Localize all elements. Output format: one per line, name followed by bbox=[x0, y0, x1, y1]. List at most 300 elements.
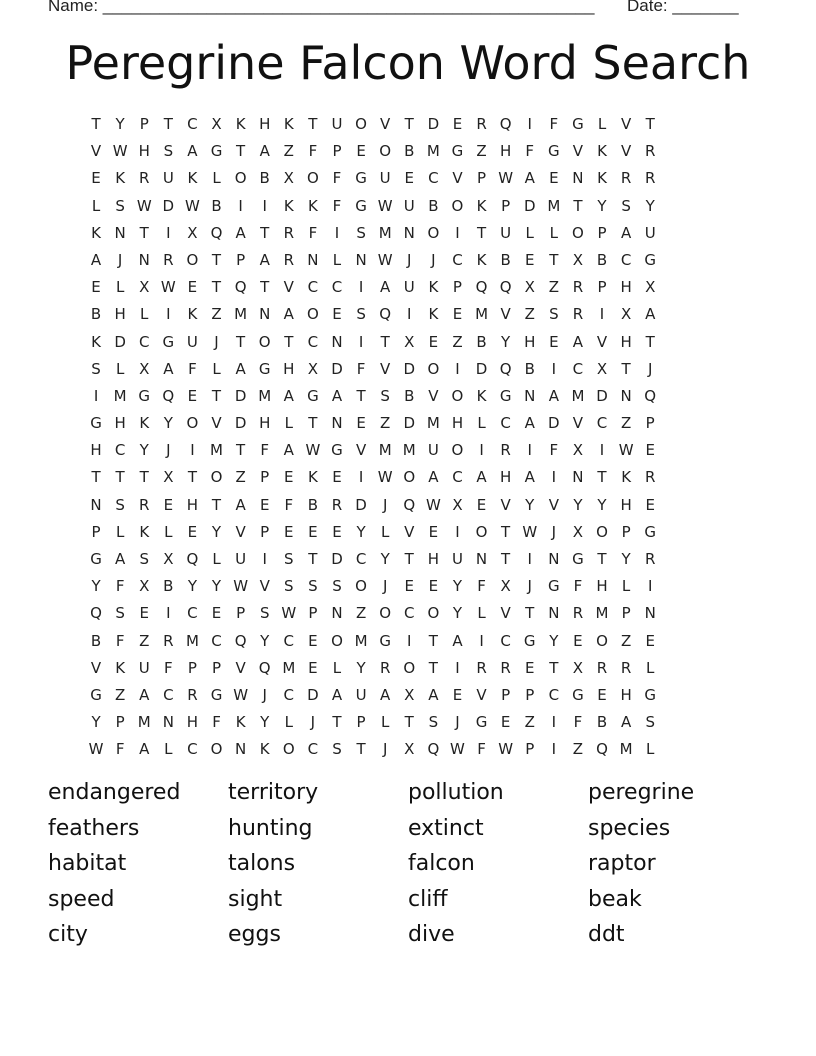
grid-letter[interactable]: F bbox=[115, 577, 125, 596]
grid-letter[interactable]: Y bbox=[91, 713, 101, 732]
grid-letter[interactable]: L bbox=[164, 522, 173, 541]
grid-letter[interactable]: K bbox=[91, 332, 101, 351]
grid-letter[interactable]: M bbox=[426, 414, 440, 433]
grid-letter[interactable]: A bbox=[90, 250, 102, 269]
grid-letter[interactable]: V bbox=[283, 278, 294, 297]
grid-letter[interactable]: S bbox=[428, 713, 439, 732]
grid-letter[interactable]: I bbox=[407, 631, 412, 650]
grid-letter[interactable]: M bbox=[185, 631, 199, 650]
grid-letter[interactable]: T bbox=[211, 250, 222, 269]
grid-letter[interactable]: S bbox=[284, 577, 294, 596]
grid-letter[interactable]: O bbox=[258, 332, 271, 351]
grid-letter[interactable]: T bbox=[356, 740, 366, 759]
grid-letter[interactable]: S bbox=[645, 713, 655, 732]
grid-letter[interactable]: C bbox=[283, 685, 295, 704]
grid-letter[interactable]: S bbox=[621, 196, 631, 215]
grid-letter[interactable]: T bbox=[236, 142, 246, 161]
grid-letter[interactable]: A bbox=[235, 223, 246, 242]
grid-letter[interactable]: U bbox=[451, 550, 463, 568]
grid-letter[interactable]: F bbox=[477, 740, 486, 759]
grid-letter[interactable]: T bbox=[211, 386, 222, 405]
grid-letter[interactable]: O bbox=[427, 223, 440, 242]
grid-letter[interactable]: A bbox=[331, 386, 343, 405]
grid-letter[interactable]: S bbox=[115, 604, 125, 623]
grid-letter[interactable]: E bbox=[284, 468, 294, 487]
grid-letter[interactable]: N bbox=[644, 604, 656, 623]
grid-letter[interactable]: N bbox=[548, 550, 560, 568]
grid-letter[interactable]: Z bbox=[452, 332, 463, 351]
grid-letter[interactable]: J bbox=[166, 441, 171, 460]
grid-letter[interactable]: C bbox=[404, 604, 415, 623]
grid-letter[interactable]: I bbox=[647, 577, 653, 596]
grid-letter[interactable]: T bbox=[91, 468, 101, 487]
grid-letter[interactable]: A bbox=[524, 468, 535, 487]
grid-letter[interactable]: C bbox=[187, 604, 198, 623]
grid-letter[interactable]: W bbox=[281, 604, 297, 623]
grid-letter[interactable]: K bbox=[428, 278, 439, 297]
grid-letter[interactable]: L bbox=[115, 359, 125, 378]
grid-letter[interactable]: G bbox=[379, 631, 391, 650]
grid-letter[interactable]: T bbox=[260, 223, 270, 242]
grid-letter[interactable]: P bbox=[597, 223, 607, 242]
grid-letter[interactable]: O bbox=[282, 740, 295, 759]
grid-letter[interactable]: X bbox=[572, 522, 584, 541]
grid-letter[interactable]: E bbox=[500, 713, 511, 732]
grid-letter[interactable]: E bbox=[187, 522, 198, 541]
grid-letter[interactable]: V bbox=[500, 305, 511, 324]
grid-letter[interactable]: N bbox=[572, 468, 584, 487]
grid-letter[interactable]: Y bbox=[260, 631, 270, 650]
grid-letter[interactable]: B bbox=[259, 169, 270, 188]
grid-letter[interactable]: V bbox=[380, 115, 391, 133]
grid-letter[interactable]: C bbox=[187, 115, 198, 133]
grid-letter[interactable]: T bbox=[549, 250, 559, 269]
grid-letter[interactable]: V bbox=[380, 359, 391, 378]
grid-letter[interactable]: P bbox=[260, 468, 270, 487]
grid-letter[interactable]: L bbox=[380, 522, 390, 541]
grid-letter[interactable]: B bbox=[211, 196, 222, 215]
grid-letter[interactable]: U bbox=[331, 115, 343, 133]
grid-letter[interactable]: M bbox=[402, 441, 416, 460]
grid-letter[interactable]: T bbox=[356, 386, 366, 405]
grid-letter[interactable]: E bbox=[404, 169, 414, 188]
grid-letter[interactable]: T bbox=[139, 468, 149, 487]
grid-letter[interactable]: F bbox=[549, 441, 559, 460]
grid-letter[interactable]: P bbox=[525, 685, 535, 704]
grid-letter[interactable]: Z bbox=[620, 631, 632, 650]
grid-letter[interactable]: O bbox=[186, 414, 199, 433]
grid-letter[interactable]: I bbox=[166, 604, 171, 623]
grid-letter[interactable]: H bbox=[90, 441, 102, 460]
grid-letter[interactable]: D bbox=[475, 359, 488, 378]
grid-letter[interactable]: A bbox=[235, 495, 246, 514]
grid-letter[interactable]: U bbox=[427, 441, 439, 460]
name-field[interactable]: Name: ____________________________________________________ bbox=[48, 0, 595, 15]
grid-letter[interactable]: E bbox=[308, 631, 318, 650]
grid-letter[interactable]: O bbox=[210, 740, 223, 759]
grid-letter[interactable]: L bbox=[646, 740, 655, 759]
grid-letter[interactable]: B bbox=[596, 713, 608, 732]
grid-letter[interactable]: R bbox=[163, 631, 174, 650]
grid-letter[interactable]: F bbox=[573, 577, 583, 596]
grid-letter[interactable]: L bbox=[140, 305, 149, 324]
grid-letter[interactable]: B bbox=[596, 250, 608, 269]
grid-letter[interactable]: Y bbox=[211, 577, 222, 596]
grid-letter[interactable]: E bbox=[187, 278, 198, 297]
grid-letter[interactable]: E bbox=[139, 604, 149, 623]
grid-letter[interactable]: E bbox=[452, 305, 463, 324]
grid-letter[interactable]: H bbox=[427, 550, 439, 568]
grid-letter[interactable]: G bbox=[307, 386, 319, 405]
grid-letter[interactable]: Y bbox=[260, 713, 270, 732]
grid-letter[interactable]: E bbox=[452, 685, 463, 704]
grid-letter[interactable]: T bbox=[597, 550, 607, 568]
grid-letter[interactable]: H bbox=[524, 332, 536, 351]
grid-letter[interactable]: R bbox=[139, 169, 150, 188]
grid-letter[interactable]: N bbox=[259, 305, 271, 324]
grid-letter[interactable]: E bbox=[645, 495, 655, 514]
grid-letter[interactable]: O bbox=[451, 196, 464, 215]
grid-letter[interactable]: Z bbox=[548, 278, 559, 297]
grid-letter[interactable]: O bbox=[427, 604, 440, 623]
grid-letter[interactable]: L bbox=[164, 740, 173, 759]
grid-letter[interactable]: I bbox=[358, 278, 364, 297]
grid-letter[interactable]: K bbox=[428, 305, 439, 324]
grid-letter[interactable]: T bbox=[211, 278, 222, 297]
grid-letter[interactable]: G bbox=[499, 386, 512, 405]
grid-letter[interactable]: V bbox=[620, 142, 632, 161]
grid-letter[interactable]: K bbox=[597, 169, 607, 188]
grid-letter[interactable]: Y bbox=[356, 522, 366, 541]
grid-letter[interactable]: G bbox=[355, 169, 367, 188]
grid-letter[interactable]: U bbox=[186, 332, 198, 351]
grid-letter[interactable]: U bbox=[138, 658, 150, 677]
grid-letter[interactable]: R bbox=[139, 495, 150, 514]
grid-letter[interactable]: X bbox=[572, 250, 584, 269]
grid-letter[interactable]: T bbox=[236, 441, 246, 460]
grid-letter[interactable]: C bbox=[620, 250, 632, 269]
grid-letter[interactable]: K bbox=[91, 223, 101, 242]
grid-letter[interactable]: I bbox=[190, 441, 195, 460]
grid-letter[interactable]: Y bbox=[139, 441, 149, 460]
grid-letter[interactable]: P bbox=[139, 115, 149, 133]
grid-letter[interactable]: O bbox=[427, 359, 440, 378]
grid-letter[interactable]: L bbox=[621, 577, 631, 596]
grid-letter[interactable]: W bbox=[112, 142, 128, 161]
grid-letter[interactable]: G bbox=[90, 550, 102, 568]
grid-letter[interactable]: P bbox=[115, 713, 125, 732]
grid-letter[interactable]: S bbox=[549, 305, 559, 324]
grid-letter[interactable]: L bbox=[646, 658, 655, 677]
grid-letter[interactable]: L bbox=[212, 359, 221, 378]
grid-letter[interactable]: A bbox=[452, 631, 463, 650]
grid-letter[interactable]: R bbox=[476, 115, 487, 133]
grid-letter[interactable]: K bbox=[115, 169, 126, 188]
grid-letter[interactable]: F bbox=[356, 359, 366, 378]
grid-letter[interactable]: P bbox=[260, 522, 270, 541]
grid-letter[interactable]: N bbox=[475, 550, 488, 568]
grid-letter[interactable]: Z bbox=[476, 142, 487, 161]
grid-letter[interactable]: H bbox=[186, 495, 199, 514]
grid-letter[interactable]: P bbox=[308, 604, 318, 623]
grid-letter[interactable]: C bbox=[500, 414, 511, 433]
grid-letter[interactable]: A bbox=[428, 685, 439, 704]
grid-letter[interactable]: Q bbox=[475, 278, 488, 297]
grid-letter[interactable]: P bbox=[452, 278, 462, 297]
grid-letter[interactable]: Y bbox=[380, 550, 390, 568]
grid-letter[interactable]: G bbox=[162, 332, 175, 351]
grid-letter[interactable]: N bbox=[355, 250, 367, 269]
grid-letter[interactable]: T bbox=[139, 223, 149, 242]
grid-letter[interactable]: H bbox=[620, 278, 632, 297]
grid-letter[interactable]: W bbox=[305, 441, 321, 460]
grid-letter[interactable]: F bbox=[549, 115, 559, 133]
grid-letter[interactable]: G bbox=[331, 441, 343, 460]
grid-letter[interactable]: B bbox=[428, 196, 439, 215]
grid-letter[interactable]: U bbox=[355, 685, 367, 704]
grid-letter[interactable]: C bbox=[355, 550, 367, 568]
grid-letter[interactable]: C bbox=[548, 685, 560, 704]
grid-letter[interactable]: Q bbox=[499, 359, 512, 378]
grid-letter[interactable]: A bbox=[187, 142, 198, 161]
grid-letter[interactable]: V bbox=[259, 577, 270, 596]
grid-letter[interactable]: D bbox=[114, 332, 126, 351]
grid-letter[interactable]: X bbox=[572, 441, 584, 460]
grid-letter[interactable]: C bbox=[428, 169, 439, 188]
grid-letter[interactable]: S bbox=[332, 740, 342, 759]
grid-letter[interactable]: P bbox=[597, 278, 607, 297]
grid-letter[interactable]: Z bbox=[355, 604, 367, 623]
grid-letter[interactable]: X bbox=[163, 468, 174, 487]
grid-letter[interactable]: H bbox=[138, 142, 150, 161]
grid-letter[interactable]: O bbox=[451, 441, 464, 460]
grid-letter[interactable]: K bbox=[283, 115, 294, 133]
grid-letter[interactable]: G bbox=[90, 685, 102, 704]
grid-letter[interactable]: Z bbox=[139, 631, 150, 650]
grid-letter[interactable]: H bbox=[596, 577, 608, 596]
grid-letter[interactable]: Z bbox=[380, 414, 391, 433]
grid-letter[interactable]: E bbox=[476, 495, 487, 514]
grid-letter[interactable]: N bbox=[620, 386, 632, 405]
grid-letter[interactable]: D bbox=[234, 414, 247, 433]
grid-letter[interactable]: X bbox=[211, 115, 222, 133]
grid-letter[interactable]: E bbox=[524, 658, 535, 677]
grid-letter[interactable]: J bbox=[382, 577, 388, 596]
grid-letter[interactable]: W bbox=[377, 468, 393, 487]
grid-letter[interactable]: C bbox=[187, 740, 198, 759]
grid-letter[interactable]: F bbox=[212, 713, 221, 732]
grid-letter[interactable]: E bbox=[452, 115, 463, 133]
grid-letter[interactable]: V bbox=[572, 142, 584, 161]
grid-letter[interactable]: L bbox=[332, 250, 342, 269]
grid-letter[interactable]: Q bbox=[258, 658, 271, 677]
grid-letter[interactable]: M bbox=[595, 604, 609, 623]
grid-letter[interactable]: Y bbox=[525, 495, 535, 514]
grid-letter[interactable]: S bbox=[332, 577, 342, 596]
grid-letter[interactable]: F bbox=[115, 631, 125, 650]
grid-letter[interactable]: M bbox=[378, 223, 392, 242]
grid-letter[interactable]: O bbox=[186, 250, 199, 269]
grid-letter[interactable]: E bbox=[356, 414, 366, 433]
grid-letter[interactable]: L bbox=[549, 223, 558, 242]
grid-letter[interactable]: C bbox=[500, 631, 511, 650]
grid-letter[interactable]: L bbox=[284, 713, 293, 732]
grid-letter[interactable]: T bbox=[404, 550, 414, 568]
grid-letter[interactable]: E bbox=[524, 250, 535, 269]
grid-letter[interactable]: R bbox=[596, 658, 608, 677]
grid-letter[interactable]: H bbox=[620, 332, 632, 351]
grid-letter[interactable]: I bbox=[479, 631, 484, 650]
grid-letter[interactable]: X bbox=[139, 278, 150, 297]
grid-letter[interactable]: L bbox=[212, 169, 221, 188]
grid-letter[interactable]: E bbox=[549, 169, 559, 188]
grid-letter[interactable]: R bbox=[500, 658, 511, 677]
grid-letter[interactable]: D bbox=[596, 386, 608, 405]
grid-letter[interactable]: P bbox=[621, 522, 631, 541]
grid-letter[interactable]: T bbox=[163, 115, 173, 133]
grid-letter[interactable]: V bbox=[90, 142, 102, 161]
grid-letter[interactable]: P bbox=[621, 604, 631, 623]
grid-letter[interactable]: D bbox=[162, 196, 175, 215]
grid-letter[interactable]: A bbox=[259, 250, 270, 269]
grid-letter[interactable]: J bbox=[214, 332, 219, 351]
grid-letter[interactable]: G bbox=[572, 115, 584, 133]
grid-letter[interactable]: K bbox=[235, 713, 246, 732]
grid-letter[interactable]: A bbox=[235, 359, 246, 378]
grid-letter[interactable]: I bbox=[551, 713, 557, 732]
grid-letter[interactable]: U bbox=[235, 550, 247, 568]
grid-letter[interactable]: W bbox=[425, 495, 441, 514]
grid-letter[interactable]: T bbox=[501, 550, 511, 568]
grid-letter[interactable]: M bbox=[113, 386, 127, 405]
grid-letter[interactable]: Z bbox=[620, 414, 632, 433]
grid-letter[interactable]: Q bbox=[427, 740, 440, 759]
grid-letter[interactable]: I bbox=[527, 115, 532, 133]
grid-letter[interactable]: O bbox=[451, 386, 464, 405]
grid-letter[interactable]: I bbox=[238, 196, 243, 215]
grid-letter[interactable]: A bbox=[283, 441, 294, 460]
grid-letter[interactable]: Q bbox=[403, 495, 416, 514]
grid-letter[interactable]: H bbox=[114, 414, 126, 433]
grid-letter[interactable]: D bbox=[307, 685, 319, 704]
grid-letter[interactable]: T bbox=[404, 115, 414, 133]
grid-letter[interactable]: E bbox=[404, 577, 414, 596]
grid-letter[interactable]: R bbox=[644, 468, 656, 487]
grid-letter[interactable]: O bbox=[234, 169, 247, 188]
grid-letter[interactable]: T bbox=[308, 550, 318, 568]
grid-letter[interactable]: D bbox=[523, 196, 536, 215]
grid-letter[interactable]: A bbox=[548, 386, 559, 405]
grid-letter[interactable]: P bbox=[236, 250, 246, 269]
grid-letter[interactable]: A bbox=[139, 685, 150, 704]
grid-letter[interactable]: N bbox=[162, 713, 174, 732]
grid-letter[interactable]: E bbox=[211, 604, 222, 623]
grid-letter[interactable]: Q bbox=[186, 550, 199, 568]
grid-letter[interactable]: F bbox=[115, 740, 125, 759]
grid-letter[interactable]: C bbox=[307, 740, 319, 759]
grid-letter[interactable]: T bbox=[91, 115, 101, 133]
grid-letter[interactable]: U bbox=[162, 169, 174, 188]
grid-letter[interactable]: P bbox=[332, 142, 342, 161]
grid-letter[interactable]: Q bbox=[379, 305, 392, 324]
grid-letter[interactable]: B bbox=[90, 631, 102, 650]
grid-letter[interactable]: C bbox=[307, 278, 319, 297]
grid-letter[interactable]: O bbox=[596, 522, 608, 541]
grid-letter[interactable]: M bbox=[210, 441, 223, 460]
grid-letter[interactable]: V bbox=[476, 685, 487, 704]
grid-letter[interactable]: R bbox=[644, 142, 656, 161]
grid-letter[interactable]: I bbox=[455, 359, 460, 378]
grid-letter[interactable]: E bbox=[428, 577, 439, 596]
grid-letter[interactable]: V bbox=[452, 169, 463, 188]
grid-letter[interactable]: W bbox=[450, 740, 465, 759]
grid-letter[interactable]: V bbox=[572, 414, 584, 433]
grid-letter[interactable]: Q bbox=[499, 115, 512, 133]
grid-letter[interactable]: K bbox=[476, 196, 487, 215]
grid-letter[interactable]: Y bbox=[187, 577, 197, 596]
grid-letter[interactable]: J bbox=[262, 685, 267, 704]
grid-letter[interactable]: I bbox=[166, 223, 171, 242]
grid-letter[interactable]: V bbox=[596, 332, 608, 351]
grid-letter[interactable]: G bbox=[90, 414, 102, 433]
grid-letter[interactable]: E bbox=[645, 441, 655, 460]
grid-letter[interactable]: L bbox=[597, 115, 607, 133]
grid-letter[interactable]: V bbox=[500, 604, 511, 623]
grid-letter[interactable]: E bbox=[428, 522, 439, 541]
grid-letter[interactable]: I bbox=[599, 441, 605, 460]
grid-letter[interactable]: R bbox=[476, 658, 487, 677]
grid-letter[interactable]: X bbox=[139, 359, 150, 378]
grid-letter[interactable]: Z bbox=[115, 685, 126, 704]
grid-letter[interactable]: K bbox=[476, 250, 487, 269]
grid-letter[interactable]: I bbox=[551, 359, 557, 378]
grid-letter[interactable]: M bbox=[282, 658, 296, 677]
grid-letter[interactable]: F bbox=[188, 359, 197, 378]
grid-letter[interactable]: G bbox=[451, 142, 464, 161]
grid-letter[interactable]: I bbox=[358, 332, 364, 351]
grid-letter[interactable]: L bbox=[332, 658, 342, 677]
grid-letter[interactable]: K bbox=[307, 468, 318, 487]
grid-letter[interactable]: Y bbox=[452, 577, 463, 596]
grid-letter[interactable]: A bbox=[524, 169, 535, 188]
grid-letter[interactable]: O bbox=[403, 468, 416, 487]
grid-letter[interactable]: Z bbox=[283, 142, 294, 161]
grid-letter[interactable]: U bbox=[644, 223, 656, 242]
grid-letter[interactable]: A bbox=[115, 550, 126, 568]
grid-letter[interactable]: O bbox=[210, 468, 223, 487]
grid-letter[interactable]: B bbox=[500, 250, 511, 269]
grid-letter[interactable]: D bbox=[331, 550, 343, 568]
grid-letter[interactable]: H bbox=[620, 495, 632, 514]
grid-letter[interactable]: T bbox=[645, 332, 655, 351]
grid-letter[interactable]: I bbox=[455, 522, 460, 541]
grid-letter[interactable]: I bbox=[166, 305, 171, 324]
grid-letter[interactable]: W bbox=[233, 685, 249, 704]
grid-letter[interactable]: M bbox=[475, 305, 489, 324]
grid-letter[interactable]: O bbox=[379, 604, 392, 623]
grid-letter[interactable]: M bbox=[547, 196, 561, 215]
grid-letter[interactable]: V bbox=[235, 658, 246, 677]
grid-letter[interactable]: I bbox=[527, 441, 532, 460]
grid-letter[interactable]: W bbox=[160, 278, 176, 297]
grid-letter[interactable]: X bbox=[307, 359, 319, 378]
grid-letter[interactable]: G bbox=[572, 550, 584, 568]
grid-letter[interactable]: S bbox=[91, 359, 101, 378]
grid-letter[interactable]: A bbox=[139, 740, 150, 759]
grid-letter[interactable]: S bbox=[356, 305, 366, 324]
grid-letter[interactable]: J bbox=[310, 713, 316, 732]
grid-letter[interactable]: P bbox=[501, 685, 511, 704]
